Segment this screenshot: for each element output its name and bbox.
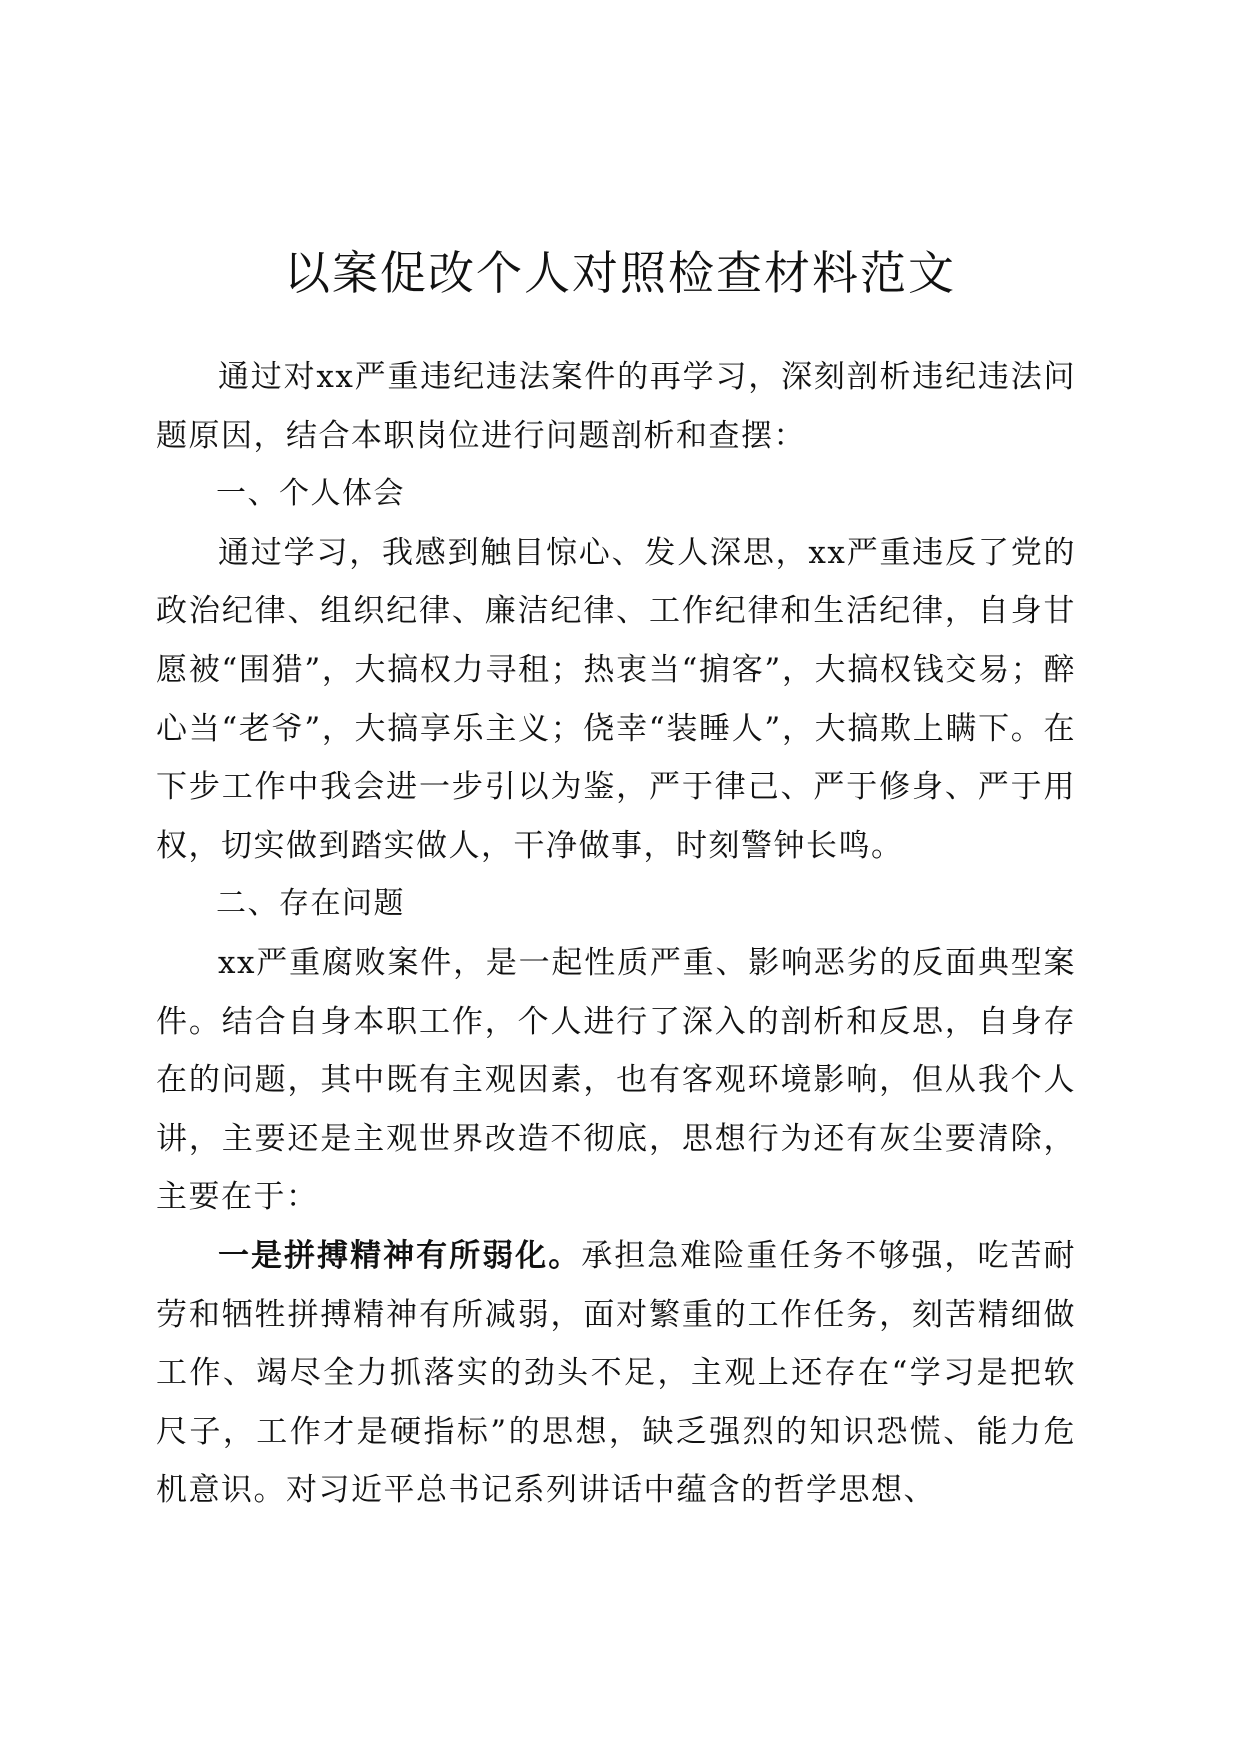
intro-paragraph: 通过对xx严重违纪违法案件的再学习，深刻剖析违纪违法问题原因，结合本职岗位进行问题剖析和查摆：: [156, 359, 1076, 454]
problem-point-1-lead: 一是拼搏精神有所弱化。: [218, 1237, 582, 1274]
document-title: 以案促改个人对照检查材料范文: [284, 246, 956, 300]
document-body: [156, 348, 1076, 1520]
section-heading-existing-problems: 二、存在问题: [216, 886, 405, 922]
section-paragraph-existing-problems: xx严重腐败案件，是一起性质严重、影响恶劣的反面典型案件。结合自身本职工作，个人进行了深入的剖析和反思，自身存在的问题，其中既有主观因素，也有客观环境影响，但从我个人讲，主要还是主观世界改造不彻底，思想行为还有灰尘要清除，主要在于：: [156, 944, 1076, 1216]
section-paragraph-personal-experience: 通过学习，我感到触目惊心、发人深思，xx严重违反了党的政治纪律、组织纪律、廉洁纪律、工作纪律和生活纪律，自身甘愿被“围猎”，大搞权力寻租；热衷当“掮客”，大搞权钱交易；醉心当“老爷”，大搞享乐主义；侥幸“装睡人”，大搞欺上瞒下。在下步工作中我会进一步引以为鉴，严于律己、严于修身、严于用权，切实做到踏实做人，干净做事，时刻警钟长鸣。: [156, 534, 1076, 864]
section-heading-personal-experience: 一、个人体会: [216, 476, 405, 512]
problem-point-1-text: 承担急难险重任务不够强，吃苦耐劳和牺牲拼搏精神有所减弱，面对繁重的工作任务，刻苦精细做工作、竭尽全力抓落实的劲头不足，主观上还存在“学习是把软尺子，工作才是硬指标”的思想，缺乏强烈的知识恐慌、能力危机意识。对习近平总书记系列讲话中蕴含的哲学思想、: [156, 1237, 1076, 1509]
problem-point-1: [156, 1227, 1076, 1520]
